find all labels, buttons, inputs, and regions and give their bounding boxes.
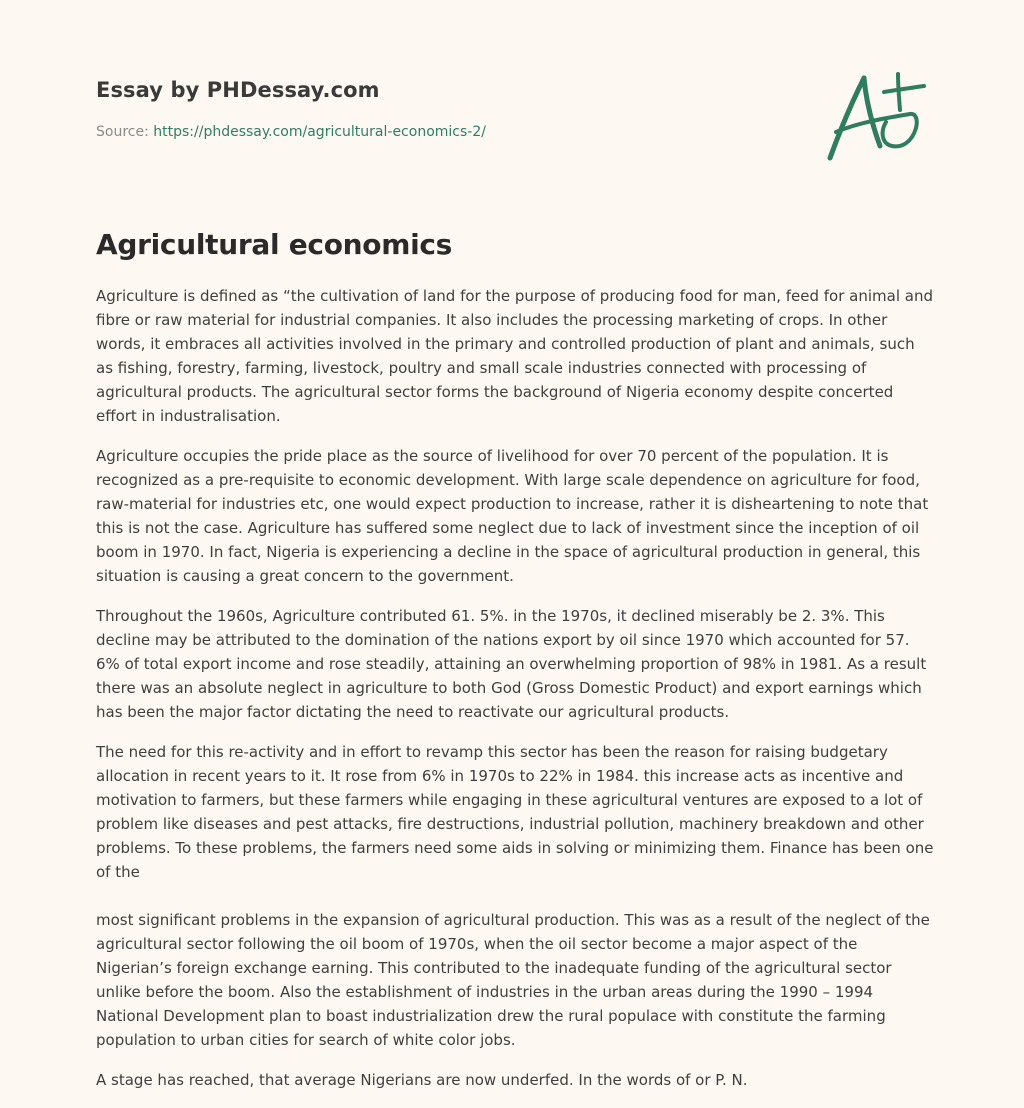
source-link[interactable]: https://phdessay.com/agricultural-economics-2/ <box>153 124 486 140</box>
essay-title: Agricultural economics <box>96 228 453 261</box>
a-plus-logo-icon <box>820 66 930 166</box>
essay-paragraph: Agriculture occupies the pride place as the source of livelihood for over 70 percent of the population. It is recognized as a pre-requisite to economic development. With large scale dependence on agriculture for food, raw-material for industries etc, one would expect production to increase, rather it is disheartening to note that this is not the case. Agriculture has suffered some neglect due to lack of investment since the inception of oil boom in 1970. In fact, Nigeria is experiencing a decline in the space of agricultural production in general, this situation is causing a great concern to the government. <box>96 447 929 585</box>
essay-body <box>96 284 936 1108</box>
essay-header <box>96 76 796 142</box>
essay-paragraph: Agriculture is defined as “the cultivation of land for the purpose of producing food for man, feed for animal and fibre or raw material for industrial companies. It also includes the processing marketing of crops. In other words, it embraces all activities involved in the primary and controlled production of plant and animals, such as fishing, forestry, farming, livestock, poultry and small scale industries connected with processing of agricultural products. The agricultural sector forms the background of Nigeria economy despite concerted effort in industralisation. <box>96 287 933 425</box>
essay-paragraph: Throughout the 1960s, Agriculture contributed 61. 5%. in the 1970s, it declined miserably be 2. 3%. This decline may be attributed to the domination of the nations export by oil since 1970 which accounted for 57. 6% of total export income and rose steadily, attaining an overwhelming proportion of 98% in 1981. As a result there was an absolute neglect in agriculture to both God (Gross Domestic Product) and export earnings which has been the major factor dictating the need to reactivate our agricultural products. <box>96 607 927 721</box>
essay-paragraph: The need for this re-activity and in effort to revamp this sector has been the reason for raising budgetary allocation in recent years to it. It rose from 6% in 1970s to 22% in 1984. this increase acts as incentive and motivation to farmers, but these farmers while engaging in these agricultural ventures are exposed to a lot of problem like diseases and pest attacks, fire destructions, industrial pollution, machinery breakdown and other problems. To these problems, the farmers need some aids in solving or minimizing them. Finance has been one of the <box>96 743 934 881</box>
essay-paragraph: A stage has reached, that average Nigerians are now underfed. In the words of or P. N. <box>96 1071 748 1089</box>
essay-paragraph: most significant problems in the expansion of agricultural production. This was as a result of the neglect of the agricultural sector following the oil boom of 1970s, when the oil sector become a major aspect of the Nigerian’s foreign exchange earning. This contributed to the inadequate funding of the agricultural sector unlike before the boom. Also the establishment of industries in the urban areas during the 1990 – 1994 National Development plan to boast industrialization drew the rural populace with constitute the farming population to urban cities for search of white color jobs. <box>96 911 930 1049</box>
site-title: Essay by PHDessay.com <box>96 78 380 102</box>
source-label: Source: <box>96 124 149 140</box>
source-line <box>96 122 796 142</box>
a-plus-logo-svg <box>820 66 930 166</box>
